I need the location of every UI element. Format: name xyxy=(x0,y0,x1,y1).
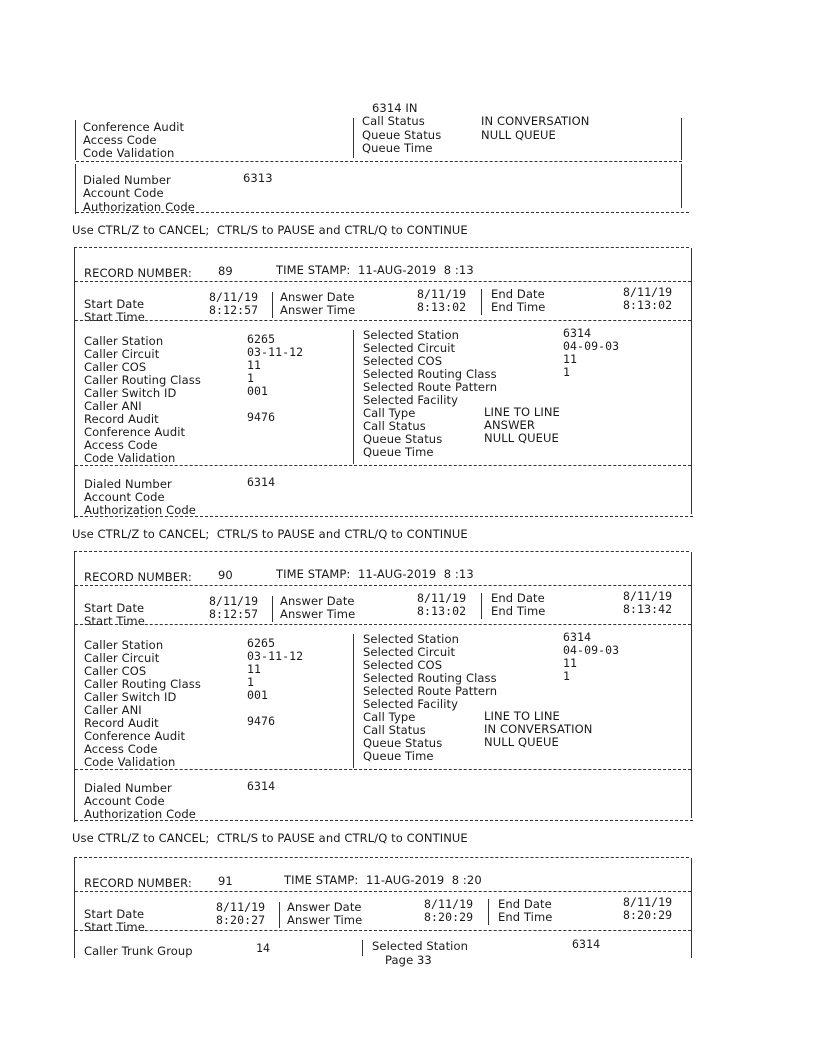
border-left xyxy=(74,552,75,822)
record-number-value: 91 xyxy=(218,874,233,888)
account-code-label: Account Code xyxy=(84,794,165,808)
ctrl-message: Use CTRL/Z to CANCEL; CTRL/S to PAUSE and CTRL/Q to CONTINUE xyxy=(72,527,468,541)
caller-circuit-label: Caller Circuit xyxy=(84,347,160,361)
column-divider xyxy=(481,593,482,619)
border-right xyxy=(691,858,692,958)
queue-status-label: Queue Status xyxy=(363,432,443,446)
column-divider xyxy=(353,634,354,768)
queue-time-label: Queue Time xyxy=(363,445,434,459)
divider xyxy=(75,465,691,466)
time-stamp-value: 11-AUG-2019 8 :20 xyxy=(366,873,482,887)
end-time-value: 8:20:29 xyxy=(623,908,673,922)
selected-routing-class-label: Selected Routing Class xyxy=(363,367,497,381)
end-date-label: End Date xyxy=(491,287,545,301)
column-divider xyxy=(353,330,354,464)
record-number-value: 89 xyxy=(218,264,233,278)
divider xyxy=(74,247,689,248)
selected-circuit-label: Selected Circuit xyxy=(363,645,456,659)
selected-station-value: 6314 xyxy=(563,630,592,644)
answer-time-label: Answer Time xyxy=(280,303,356,317)
authorization-code-label: Authorization Code xyxy=(84,807,196,821)
selected-circuit-value: 04-09-03 xyxy=(563,643,620,657)
conference-audit-label: Conference Audit xyxy=(84,729,186,743)
record-audit-label: Record Audit xyxy=(84,412,159,426)
caller-switch-id-label: Caller Switch ID xyxy=(84,690,177,704)
end-time-value: 8:13:02 xyxy=(623,298,673,312)
divider xyxy=(75,769,691,770)
border-left xyxy=(74,248,75,518)
border-right xyxy=(691,552,692,818)
end-date-label: End Date xyxy=(491,591,545,605)
call-status-label: Call Status xyxy=(363,419,426,433)
caller-station-value: 6265 xyxy=(247,332,276,346)
queue-status-label: Queue Status xyxy=(362,128,442,142)
caller-trunk-group-value: 14 xyxy=(256,941,271,955)
caller-routing-class-value: 1 xyxy=(247,675,255,689)
call-status-value: IN CONVERSATION xyxy=(484,722,593,736)
divider xyxy=(75,281,691,282)
selected-station-value: 6314 xyxy=(563,326,592,340)
divider xyxy=(75,516,693,517)
queue-time-label: Queue Time xyxy=(362,141,433,155)
selected-routing-class-value: 1 xyxy=(563,669,571,683)
selected-station-label: Selected Station xyxy=(363,632,459,646)
time-stamp-value: 11-AUG-2019 8 :13 xyxy=(358,263,474,277)
start-time-value: 8:12:57 xyxy=(209,607,259,621)
caller-routing-class-value: 1 xyxy=(247,371,255,385)
time-stamp-label: TIME STAMP: xyxy=(276,263,351,277)
conference-audit-label: Conference Audit xyxy=(83,120,185,134)
record-audit-label: Record Audit xyxy=(84,716,159,730)
call-type-label: Call Type xyxy=(363,406,416,420)
start-time-label: Start Time xyxy=(84,310,145,324)
selected-route-pattern-label: Selected Route Pattern xyxy=(363,380,498,394)
time-stamp-label: TIME STAMP: xyxy=(276,567,351,581)
authorization-code-label: Authorization Code xyxy=(83,200,195,214)
start-date-label: Start Date xyxy=(84,297,145,311)
column-divider xyxy=(362,940,363,956)
start-time-label: Start Time xyxy=(84,614,145,628)
caller-circuit-value: 03-11-12 xyxy=(247,649,304,663)
column-divider xyxy=(272,292,273,318)
end-date-value: 8/11/19 xyxy=(623,895,673,909)
caller-trunk-group-label: Caller Trunk Group xyxy=(84,944,193,958)
answer-date-value: 8/11/19 xyxy=(417,591,467,605)
conference-audit-label: Conference Audit xyxy=(84,425,186,439)
selected-station-label: Selected Station xyxy=(363,328,459,342)
caller-routing-class-label: Caller Routing Class xyxy=(84,373,201,387)
code-validation-label: Code Validation xyxy=(84,451,176,465)
time-stamp-value: 11-AUG-2019 8 :13 xyxy=(358,567,474,581)
divider xyxy=(75,320,691,321)
caller-station-label: Caller Station xyxy=(84,334,164,348)
answer-time-label: Answer Time xyxy=(280,607,356,621)
column-divider xyxy=(488,899,489,925)
end-date-value: 8/11/19 xyxy=(623,285,673,299)
answer-time-value: 8:13:02 xyxy=(417,300,467,314)
divider xyxy=(75,820,693,821)
border-right xyxy=(691,248,692,514)
code-validation-label: Code Validation xyxy=(84,755,176,769)
access-code-label: Access Code xyxy=(84,438,158,452)
queue-status-value: NULL QUEUE xyxy=(484,431,559,445)
start-date-label: Start Date xyxy=(84,601,145,615)
start-date-value: 8/11/19 xyxy=(216,900,266,914)
selected-routing-class-label: Selected Routing Class xyxy=(363,671,497,685)
caller-ani-label: Caller ANI xyxy=(84,703,142,717)
start-date-value: 8/11/19 xyxy=(209,290,259,304)
dialed-number-value: 6314 xyxy=(247,779,276,793)
dialed-number-value: 6313 xyxy=(243,171,273,185)
border-left xyxy=(75,120,76,160)
column-divider xyxy=(279,902,280,928)
call-status-value: IN CONVERSATION xyxy=(481,114,590,128)
selected-cos-value: 11 xyxy=(563,656,578,670)
end-time-label: End Time xyxy=(491,300,546,314)
caller-cos-label: Caller COS xyxy=(84,664,147,678)
answer-date-label: Answer Date xyxy=(287,900,362,914)
end-time-label: End Time xyxy=(498,910,553,924)
caller-station-label: Caller Station xyxy=(84,638,164,652)
end-time-value: 8:13:42 xyxy=(623,602,673,616)
call-type-value: LINE TO LINE xyxy=(484,709,560,723)
selected-station-label: Selected Station xyxy=(372,939,468,953)
queue-time-label: Queue Time xyxy=(363,749,434,763)
selected-route-pattern-label: Selected Route Pattern xyxy=(363,684,498,698)
dialed-number-label: Dialed Number xyxy=(83,173,171,187)
caller-cos-label: Caller COS xyxy=(84,360,147,374)
call-status-value: ANSWER xyxy=(484,418,535,432)
record-audit-value: 9476 xyxy=(247,410,276,424)
column-divider xyxy=(272,596,273,622)
divider xyxy=(76,161,682,162)
queue-status-label: Queue Status xyxy=(363,736,443,750)
caller-cos-value: 11 xyxy=(247,662,262,676)
end-date-value: 8/11/19 xyxy=(623,589,673,603)
divider xyxy=(74,551,689,552)
record-number-label: RECORD NUMBER: xyxy=(84,266,192,280)
start-time-value: 8:20:27 xyxy=(216,913,266,927)
start-date-label: Start Date xyxy=(84,907,145,921)
ctrl-message: Use CTRL/Z to CANCEL; CTRL/S to PAUSE and CTRL/Q to CONTINUE xyxy=(72,223,468,237)
selected-facility-label: Selected Facility xyxy=(363,697,459,711)
start-time-value: 8:12:57 xyxy=(209,303,259,317)
code-validation-label: Code Validation xyxy=(83,146,175,160)
selected-cos-label: Selected COS xyxy=(363,658,443,672)
divider xyxy=(75,930,691,931)
record-number-label: RECORD NUMBER: xyxy=(84,570,192,584)
divider xyxy=(75,891,691,892)
account-code-label: Account Code xyxy=(83,186,164,200)
time-stamp-label: TIME STAMP: xyxy=(284,873,359,887)
answer-time-value: 8:20:29 xyxy=(424,910,474,924)
caller-station-value: 6265 xyxy=(247,636,276,650)
selected-cos-value: 11 xyxy=(563,352,578,366)
caller-routing-class-label: Caller Routing Class xyxy=(84,677,201,691)
end-date-label: End Date xyxy=(498,897,552,911)
queue-status-value: NULL QUEUE xyxy=(481,128,556,142)
start-time-label: Start Time xyxy=(84,920,145,934)
call-type-value: LINE TO LINE xyxy=(484,405,560,419)
selected-circuit-value: 04-09-03 xyxy=(563,339,620,353)
answer-date-label: Answer Date xyxy=(280,594,355,608)
answer-time-label: Answer Time xyxy=(287,913,363,927)
access-code-label: Access Code xyxy=(83,133,157,147)
caller-switch-id-label: Caller Switch ID xyxy=(84,386,177,400)
caller-circuit-label: Caller Circuit xyxy=(84,651,160,665)
column-divider xyxy=(353,118,354,158)
record-number-value: 90 xyxy=(218,568,233,582)
dialed-number-value: 6314 xyxy=(247,475,276,489)
border-left xyxy=(74,858,75,958)
answer-date-value: 8/11/19 xyxy=(417,287,467,301)
divider xyxy=(75,624,691,625)
call-status-label: Call Status xyxy=(363,723,426,737)
record-audit-value: 9476 xyxy=(247,714,276,728)
start-date-value: 8/11/19 xyxy=(209,594,259,608)
border-right xyxy=(681,164,682,208)
border-left xyxy=(75,164,76,214)
dialed-number-label: Dialed Number xyxy=(84,781,172,795)
answer-date-label: Answer Date xyxy=(280,290,355,304)
answer-time-value: 8:13:02 xyxy=(417,604,467,618)
caller-cos-value: 11 xyxy=(247,358,262,372)
column-divider xyxy=(481,289,482,315)
selected-facility-label: Selected Facility xyxy=(363,393,459,407)
selected-station-value: 6314 xyxy=(572,937,601,951)
divider xyxy=(76,212,689,213)
caller-ani-label: Caller ANI xyxy=(84,399,142,413)
authorization-code-label: Authorization Code xyxy=(84,503,196,517)
account-code-label: Account Code xyxy=(84,490,165,504)
call-status-label: Call Status xyxy=(362,114,425,128)
dialed-number-label: Dialed Number xyxy=(84,477,172,491)
caller-circuit-value: 03-11-12 xyxy=(247,345,304,359)
divider xyxy=(75,585,691,586)
caller-switch-id-value: 001 xyxy=(247,688,269,702)
end-time-label: End Time xyxy=(491,604,546,618)
border-right xyxy=(681,118,682,160)
call-type-label: Call Type xyxy=(363,710,416,724)
selected-station-value: 6314 IN xyxy=(372,101,418,115)
queue-status-value: NULL QUEUE xyxy=(484,735,559,749)
selected-cos-label: Selected COS xyxy=(363,354,443,368)
access-code-label: Access Code xyxy=(84,742,158,756)
record-number-label: RECORD NUMBER: xyxy=(84,876,192,890)
caller-switch-id-value: 001 xyxy=(247,384,269,398)
selected-routing-class-value: 1 xyxy=(563,365,571,379)
ctrl-message: Use CTRL/Z to CANCEL; CTRL/S to PAUSE and CTRL/Q to CONTINUE xyxy=(72,831,468,845)
selected-circuit-label: Selected Circuit xyxy=(363,341,456,355)
answer-date-value: 8/11/19 xyxy=(424,897,474,911)
page-number: Page 33 xyxy=(385,953,432,967)
divider xyxy=(74,857,689,858)
